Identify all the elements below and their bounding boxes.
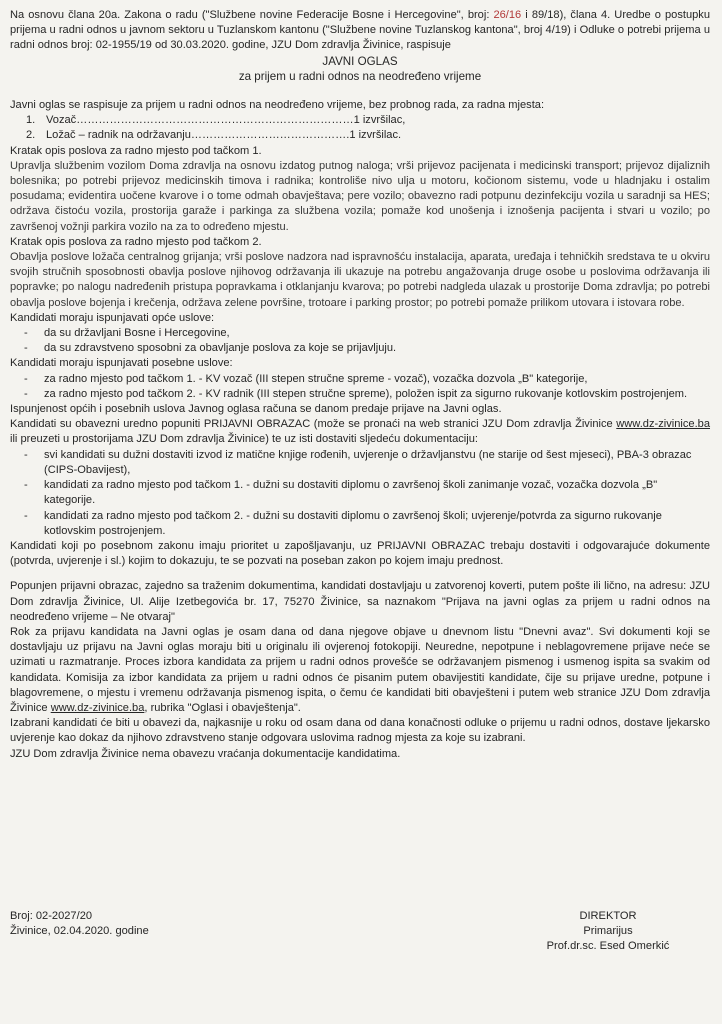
special-condition-text: za radno mjesto pod tačkom 1. - KV vozač (III stepen stručne spreme - vozač), vozačka dozvola „B" kategorije, bbox=[44, 372, 588, 385]
general-condition-text: da su zdravstveno sposobni za obavljanje poslova za koje se prijavljuju. bbox=[44, 342, 397, 355]
director-rank: Primarijus bbox=[583, 925, 633, 938]
website-link[interactable]: www.dz-zivinice.ba bbox=[50, 701, 145, 714]
website-link[interactable]: www.dz-zivinice.ba bbox=[616, 418, 710, 431]
general-condition-text: da su državljani Bosne i Hercegovine, bbox=[44, 327, 230, 340]
general-conditions-heading: Kandidati moraju ispunjavati opće uslove: bbox=[10, 311, 215, 324]
special-conditions-heading: Kandidati moraju ispunjavati posebne uslove: bbox=[10, 357, 233, 370]
job-description-2-heading: Kratak opis poslova za radno mjesto pod tačkom 2. bbox=[10, 235, 262, 248]
job-description-2: Obavlja poslove ložača centralnog grijanja; vrši poslove nadzora nad ispravnošću instalacija, aparata, uređaja i tehničkih sredstava te u okviru svojih stručnih sposobnosti obavlja poslove njihovog održavanja ili ukazuje na potrebu angažovanja druge osobe u poslovima održavanja ili popravke; po nalogu nadređenih pristupa popravkama i otklanjanju kvarova; po potrebi nadgleda ulazak u prostorije Doma zdravlja; po potrebi obavlja poslove bojenja i krečenja, održava zelene površine, trotoare i parking prostor; po potrebi pomaže prilikom utovara i istovara robe. bbox=[10, 251, 710, 309]
position-text: Ložač – radnik na održavanju…………………………………….1 izvršilac. bbox=[46, 129, 402, 142]
special-condition-item: - za radno mjesto pod tačkom 1. - KV vozač (III stepen stručne spreme - vozač), vozačka dozvola „B" kategorije, bbox=[24, 372, 588, 385]
reference-number: Broj: 02-2027/20 bbox=[10, 910, 93, 922]
law-number-highlight: 26/16 bbox=[493, 9, 522, 21]
document-title: JAVNI OGLAS bbox=[322, 54, 398, 68]
submission-paragraph: Popunjen prijavni obrazac, zajedno sa traženim dokumentima, kandidati dostavljaju u zatvorenoj koverti, putem pošte ili lično, na adresu: JZU Dom zdravlja Živinice, Ul. Alije Izetbegovića br. 17, 75270 Živinice, sa naznakom "Prijava na javni oglas za prijem u radni odnos na neodređeno vrijeme – Ne otvaraj" bbox=[10, 580, 710, 623]
position-item bbox=[10, 113, 710, 128]
position-number: 2. bbox=[26, 129, 36, 142]
reference-block bbox=[10, 909, 149, 939]
general-condition-item: - da su zdravstveno sposobni za obavljanje poslova za koje se prijavljuju. bbox=[24, 342, 397, 355]
fulfillment-note: Ispunjenost općih i posebnih uslova Javnog oglasa računa se danom predaje prijave na Javni oglas. bbox=[10, 403, 502, 416]
legal-basis-paragraph bbox=[10, 8, 710, 54]
positions-list bbox=[10, 113, 710, 143]
announcement-scope: Javni oglas se raspisuje za prijem u radni odnos na neodređeno vrijeme, bez probnog rada, za radna mjesta: bbox=[10, 99, 545, 112]
documents-intro-text: Kandidati su obavezni uredno popuniti PRIJAVNI OBRAZAC (može se pronaći na web stranici JZU Dom zdravlja Živinice bbox=[10, 418, 617, 431]
special-condition-item: - za radno mjesto pod tačkom 2. - KV radnik (III stepen stručne spreme), položen ispit za sigurno rukovanje kotlovskim postrojenjem. bbox=[24, 387, 688, 400]
position-text: Vozač…………………………………………………………………1 izvršilac, bbox=[46, 114, 406, 127]
special-conditions-list bbox=[10, 372, 710, 402]
director-name: Prof.dr.sc. Esed Omerkić bbox=[546, 940, 670, 953]
position-number: 1. bbox=[26, 114, 36, 127]
document-item: - kandidati za radno mjesto pod tačkom 2. - dužni su dostaviti diplomu o završenoj školi; uvjerenje/potvrda za sigurno rukovanje kotlovskim postrojenjem. bbox=[24, 509, 662, 537]
document-item: - svi kandidati su dužni dostaviti izvod iz matične knjige rođenih, uvjerenje o državljanstvu (ne starije od šest mjeseci), PBA-3 obrazac (CIPS-Obavijest), bbox=[24, 448, 692, 476]
general-condition-item: - da su državljani Bosne i Hercegovine, bbox=[24, 327, 230, 340]
selected-candidates-paragraph: Izabrani kandidati će biti u obavezi da, najkasnije u roku od osam dana od dana konačnosti odluke o prijemu u radni odnos, dostave ljekarsko uvjerenje kao dokaz da njihovo zdravstveno stanje odgovara uslovima radnog mjesta za koje su izabrani. bbox=[10, 717, 710, 745]
document-text: kandidati za radno mjesto pod tačkom 2. - dužni su dostaviti diplomu o završenoj školi; uvjerenje/potvrda za sigurno rukovanje kotlovskim postrojenjem. bbox=[44, 509, 662, 537]
general-conditions-list bbox=[10, 326, 710, 356]
document-text: kandidati za radno mjesto pod tačkom 1. - dužni su dostaviti diplomu o završenoj školi zanimanje vozač, vozačka dozvola „B" kategorije. bbox=[44, 479, 658, 507]
place-and-date: Živinice, 02.04.2020. godine bbox=[10, 925, 149, 938]
special-condition-text: za radno mjesto pod tačkom 2. - KV radnik (III stepen stručne spreme), položen ispit za sigurno rukovanje kotlovskim postrojenjem. bbox=[44, 387, 688, 400]
document-text: svi kandidati su dužni dostaviti izvod iz matične knjige rođenih, uvjerenje o državljanstvu (ne starije od šest mjeseci), PBA-3 obrazac (CIPS-Obavijest), bbox=[44, 448, 692, 476]
priority-paragraph: Kandidati koji po posebnom zakonu imaju prioritet u zapošljavanju, uz PRIJAVNI OBRAZAC trebaju dostaviti i odgovarajuće dokumente (potvrda, uvjerenje i sl.) kojim to dokazuju, te se pozvati na poseban zakon po kojem imaju prednost. bbox=[10, 539, 710, 568]
deadline-text-cont: , rubrika "Oglasi i obavještenja". bbox=[144, 701, 301, 714]
director-title: DIREKTOR bbox=[579, 910, 637, 922]
legal-basis-text: Na osnovu člana 20a. Zakona o radu ("Službene novine Federacije Bosne i Hercegovine", broj: bbox=[10, 9, 494, 21]
documents-intro-text-cont: ili preuzeti u prostorijama JZU Dom zdravlja Živinice) te uz isti dostaviti sljedeću dokumentaciju: bbox=[10, 433, 478, 446]
deadline-paragraph bbox=[10, 625, 710, 716]
job-description-1: Upravlja službenim vozilom Doma zdravlja na osnovu izdatog putnog naloga; vrši prijevoz pacijenata i medicinski transport; prijevoz dijaliznih bolesnika; po potrebi prijevoz medicinskih timova i radnika; kontroliše nivo ulja u motoru, kočionom sistemu, vode u hladnjaku i ostalim posudama; evidentira uočene kvarove i o tome odmah obavještava; pere vozilo; obavezno radi potpunu dezinfekciju vozila u saradnji sa HES; održava čistoću vozila, prostorija garaže i parkinga za službena vozila; pomaže kod unošenja i iznošenja pacijenta i stvari u vozilo; po završenoj vožnji parkira vozilo na za to određeno mjestu. bbox=[10, 159, 710, 233]
legal-basis-text-cont: i 89/18), člana 4. Uredbe o postupku prijema u radni odnos u javnom sektoru u Tuzlanskom kantonu ("Službene novine Tuzlanskog kantona", broj 4/19) i Odluke o potrebi prijema u radni odnos broj: 02-1955/19 od 30.03.2020. godine, JZU Dom zdravlja Živinice, raspisuje bbox=[10, 9, 711, 52]
documents-intro bbox=[10, 417, 710, 447]
signature-block bbox=[498, 909, 718, 955]
job-description-1-heading: Kratak opis poslova za radno mjesto pod tačkom 1. bbox=[10, 144, 262, 157]
document-subtitle: za prijem u radni odnos na neodređeno vrijeme bbox=[238, 69, 482, 83]
deadline-text: Rok za prijavu kandidata na Javni oglas je osam dana od dana njegove objave u dnevnom listu "Dnevni avaz". Svi dokumenti koji se dostavljaju uz prijavu na Javni oglas moraju biti u originalu ili ovjerenoj fotokopiji. Neuredne, nepotpune i neblagovremene prijave neće se uzimati u razmatranje. Proces izbora kandidata za prijem u radni odnos provešće se održavanjem pismenog i usmenog ispita sa svakim od kandidata. Komisija za izbor kandidata za prijem u radni odnos će pisanim putem obavijestiti kandidate, čije su prijave uredne, potpune i blagovremene, o mjestu i vremenu održavanja pismenog ispita, o čemu će kandidati biti obavješteni i putem web stranice JZU Dom zdravlja Živinice bbox=[10, 625, 710, 714]
position-item bbox=[10, 128, 710, 143]
no-return-note: JZU Dom zdravlja Živinice nema obavezu vraćanja dokumentacije kandidatima. bbox=[10, 747, 401, 760]
document-item: - kandidati za radno mjesto pod tačkom 1. - dužni su dostaviti diplomu o završenoj školi zanimanje vozač, vozačka dozvola „B" kategorije. bbox=[24, 479, 658, 507]
documents-list bbox=[10, 448, 710, 539]
